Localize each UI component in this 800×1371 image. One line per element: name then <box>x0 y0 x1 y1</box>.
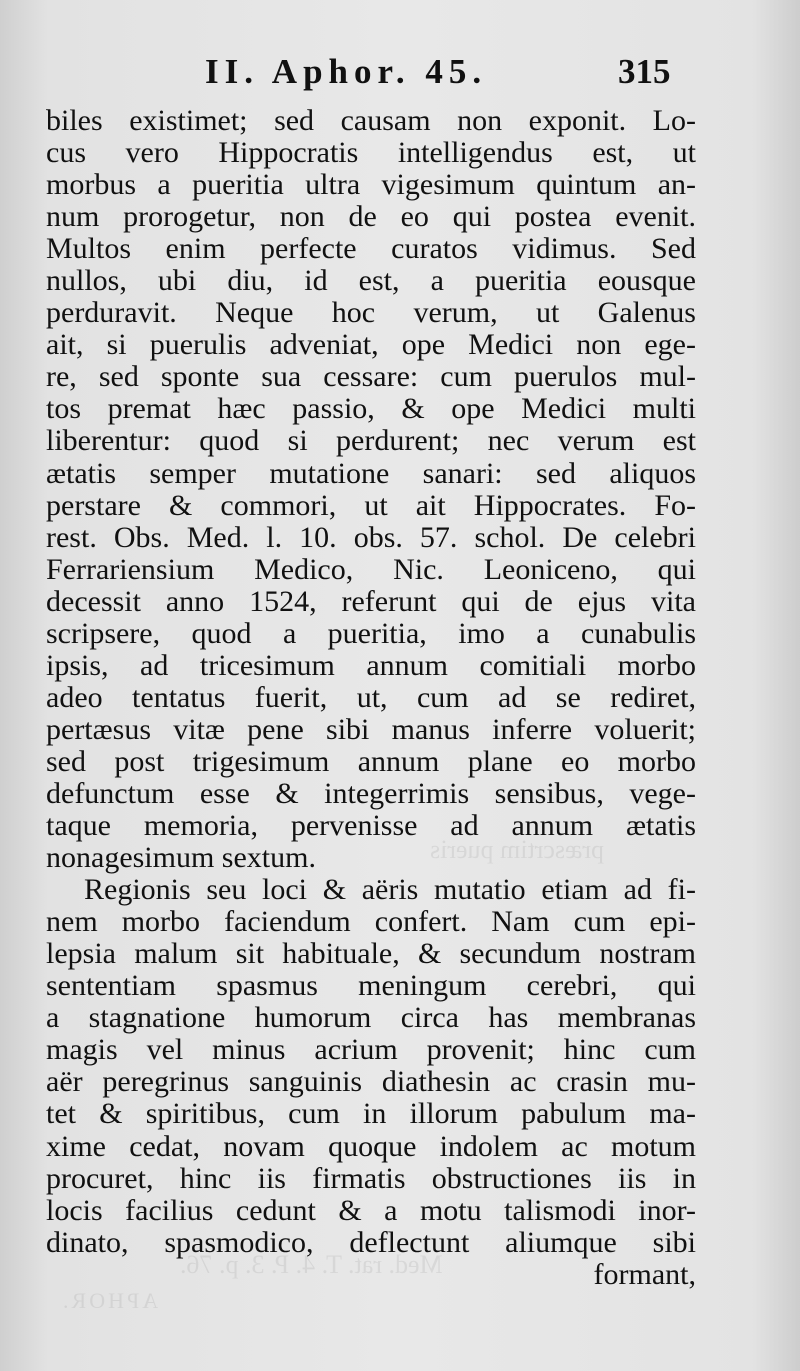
catchword: formant, <box>593 1257 696 1291</box>
text-line: scripsere, quod a pueritia, imo a cunabulis <box>46 616 696 650</box>
body-text <box>46 105 696 1291</box>
text-line: aër peregrinus sanguinis diathesin ac crasin mu- <box>46 1065 696 1099</box>
text-line: a stagnatione humorum circa has membranas <box>46 1001 696 1035</box>
text-line: pertæsus vitæ pene sibi manus inferre voluerit; <box>46 712 696 746</box>
text-line: ætatis semper mutatione sanari: sed aliquos <box>46 456 696 490</box>
text-line: ipsis, ad tricesimum annum comitiali morbo <box>46 648 696 682</box>
text-line: locis facilius cedunt & a motu talismodi inor- <box>46 1193 696 1227</box>
text-line: nonagesimum sextum. <box>46 841 316 875</box>
text-line: perstare & commori, ut ait Hippocrates. Fo- <box>46 488 696 522</box>
text-line: dinato, spasmodico, deflectunt aliumque sibi <box>46 1225 696 1259</box>
text-line: magis vel minus acrium provenit; hinc cum <box>46 1033 696 1067</box>
running-head: II. Aphor. 45. <box>205 52 488 91</box>
text-line: cus vero Hippocratis intelligendus est, ut <box>46 136 696 170</box>
text-line: rest. Obs. Med. l. 10. obs. 57. schol. De celebri <box>46 520 696 554</box>
page-number: 315 <box>618 52 671 91</box>
text-line: Multos enim perfecte curatos vidimus. Sed <box>46 232 696 266</box>
text-line: perduravit. Neque hoc verum, ut Galenus <box>46 296 696 330</box>
text-line: num prorogetur, non de eo qui postea evenit. <box>46 200 696 234</box>
show-through-text: præscrtim pueris <box>430 835 605 864</box>
show-through-text: APHOR. <box>60 1288 159 1313</box>
text-line: adeo tentatus fuerit, ut, cum ad se rediret, <box>46 680 696 714</box>
text-line: tos premat hæc passio, & ope Medici multi <box>46 392 696 426</box>
text-line: procuret, hinc iis firmatis obstructiones iis in <box>46 1161 696 1195</box>
text-line: sed post trigesimum annum plane eo morbo <box>46 744 696 778</box>
text-line: liberentur: quod si perdurent; nec verum est <box>46 424 696 458</box>
text-line: defunctum esse & integerrimis sensibus, vege- <box>46 776 696 810</box>
text-line: tet & spiritibus, cum in illorum pabulum ma- <box>46 1097 696 1131</box>
page-header <box>0 52 800 92</box>
text-line: xime cedat, novam quoque indolem ac motum <box>46 1129 696 1163</box>
text-line: morbus a pueritia ultra vigesimum quintum an- <box>46 168 696 202</box>
text-line: nem morbo faciendum confert. Nam cum epi- <box>46 905 696 939</box>
text-line: lepsia malum sit habituale, & secundum nostram <box>46 937 696 971</box>
text-line: taque memoria, pervenisse ad annum ætatis <box>46 809 696 843</box>
text-line: re, sed sponte sua cessare: cum puerulos mul- <box>46 360 696 394</box>
text-line: ait, si puerulis adveniat, ope Medici non ege- <box>46 328 696 362</box>
show-through-text: Med. rat. T. 4. P. 3. p. 76. <box>180 1250 443 1279</box>
text-line: decessit anno 1524, referunt qui de ejus vita <box>46 584 696 618</box>
text-line: Ferrariensium Medico, Nic. Leoniceno, qui <box>46 552 696 586</box>
text-line: sententiam spasmus meningum cerebri, qui <box>46 969 696 1003</box>
text-line: nullos, ubi diu, id est, a pueritia eousque <box>46 264 696 298</box>
text-line: biles existimet; sed causam non exponit. Lo- <box>46 104 696 137</box>
paragraph-start-line: Regionis seu loci & aëris mutatio etiam ad fi- <box>84 873 696 907</box>
